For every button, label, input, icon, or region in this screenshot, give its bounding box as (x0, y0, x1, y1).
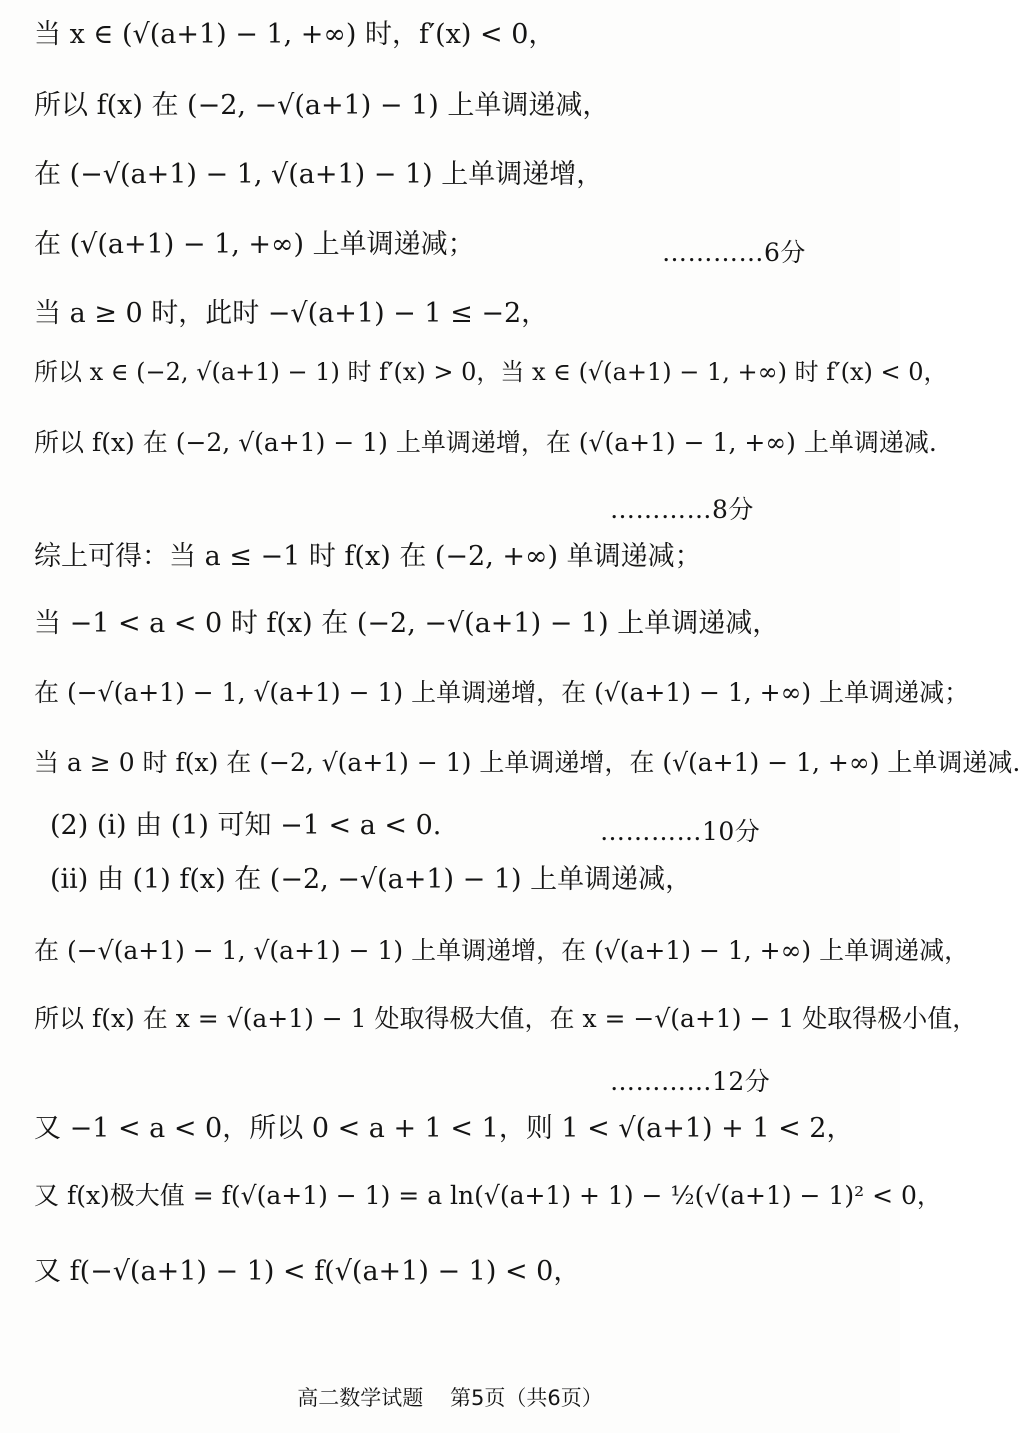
footer-page-number: 第5页（共6页） (449, 1386, 603, 1410)
part2-line: (ii) 由 (1) f(x) 在 (−2, −√(a+1) − 1) 上单调递减， (50, 864, 693, 895)
part2-line: 又 f(−√(a+1) − 1) < f(√(a+1) − 1) < 0， (34, 1256, 581, 1287)
score-8: …………8分 (610, 495, 754, 524)
summary-line: 综上可得：当 a ≤ −1 时 f(x) 在 (−2, +∞) 单调递减； (34, 541, 702, 572)
part2-line: 所以 f(x) 在 x = √(a+1) − 1 处取得极大值，在 x = −√(a+1) − 1 处取得极小值， (34, 1004, 978, 1033)
solution-line: 所以 f(x) 在 (−2, −√(a+1) − 1) 上单调递减， (34, 90, 610, 121)
solution-line: 当 x ∈ (√(a+1) − 1, +∞) 时，f′(x) < 0， (34, 19, 556, 50)
page-footer (0, 1382, 900, 1412)
solution-line: 在 (√(a+1) − 1, +∞) 上单调递减； (34, 229, 475, 260)
part2-line: (2) (i) 由 (1) 可知 −1 < a < 0. (50, 810, 442, 841)
part2-line: 在 (−√(a+1) − 1, √(a+1) − 1) 上单调递增，在 (√(a+1) − 1, +∞) 上单调递减， (34, 936, 970, 965)
score-12: …………12分 (610, 1067, 771, 1096)
part2-line: 又 −1 < a < 0，所以 0 < a + 1 < 1，则 1 < √(a+1) + 1 < 2， (34, 1113, 854, 1144)
summary-line: 在 (−√(a+1) − 1, √(a+1) − 1) 上单调递增，在 (√(a+1) − 1, +∞) 上单调递减； (34, 678, 970, 707)
score-10: …………10分 (600, 817, 761, 846)
solution-line: 所以 f(x) 在 (−2, √(a+1) − 1) 上单调递增，在 (√(a+1) − 1, +∞) 上单调递减. (34, 428, 937, 457)
part2-line: 又 f(x)极大值 = f(√(a+1) − 1) = a ln(√(a+1) + 1) − ½(√(a+1) − 1)² < 0， (34, 1181, 942, 1210)
solution-line: 在 (−√(a+1) − 1, √(a+1) − 1) 上单调递增， (34, 159, 604, 190)
footer-title: 高二数学试题 (297, 1386, 424, 1410)
score-6: …………6分 (662, 238, 806, 267)
solution-line: 当 a ≥ 0 时，此时 −√(a+1) − 1 ≤ −2， (34, 298, 549, 329)
solution-line: 所以 x ∈ (−2, √(a+1) − 1) 时 f′(x) > 0，当 x ∈ (√(a+1) − 1, +∞) 时 f′(x) < 0， (34, 358, 948, 386)
summary-line: 当 a ≥ 0 时 f(x) 在 (−2, √(a+1) − 1) 上单调递增，在 (√(a+1) − 1, +∞) 上单调递减. (34, 748, 1020, 777)
summary-line: 当 −1 < a < 0 时 f(x) 在 (−2, −√(a+1) − 1) 上单调递减， (34, 608, 780, 639)
